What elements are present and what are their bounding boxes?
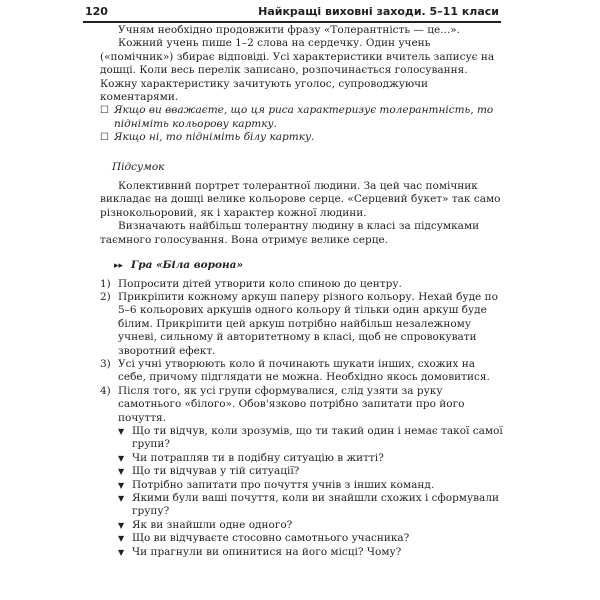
question-item bbox=[118, 479, 505, 492]
step-text: Попросити дітей утворити коло спиною до центру. bbox=[118, 277, 402, 290]
book-title: Найкращі виховні заходи. 5–11 класи bbox=[258, 5, 499, 18]
step-item bbox=[100, 278, 505, 291]
vote-item bbox=[100, 131, 505, 144]
step-text: Усі учні утворюють коло й починають шукати інших, схожих на себе, причому підглядати не можна. Необхідно якось домовитися. bbox=[118, 357, 490, 384]
step-number: 1) bbox=[100, 277, 111, 290]
summary-paragraph: Колективний портрет толерантної людини. За цей час помічник викладає на дошці велике кольорове серце. «Серцевий букет» так само різнокольоровий, як і характер кожної людини. bbox=[100, 180, 501, 219]
vote-item bbox=[100, 104, 505, 131]
double-arrow-icon: ▸▸ bbox=[114, 261, 124, 272]
summary-heading: Підсумок bbox=[112, 160, 165, 173]
question-text: Як ви знайшли одне одного? bbox=[132, 518, 293, 531]
intro-paragraph: Кожний учень пише 1–2 слова на сердечку. Один учень («помічник») збирає відповіді. Усі характеристики вчитель записує на дошці. Коли весь перелік записано, розпочинається голосування. Кожну характеристику зачитують уголос, супроводжуючи коментарями. bbox=[100, 37, 495, 104]
triangle-bullet-icon: ▼ bbox=[118, 426, 125, 436]
question-text: Що ти відчував у тій ситуації? bbox=[132, 465, 300, 478]
triangle-bullet-icon: ▼ bbox=[118, 467, 125, 477]
question-item bbox=[118, 532, 505, 545]
header-rule bbox=[83, 21, 501, 23]
triangle-bullet-icon: ▼ bbox=[118, 520, 125, 530]
question-text: Якими були ваші почуття, коли ви знайшли схожих і сформували групу? bbox=[132, 492, 499, 518]
question-item bbox=[118, 425, 505, 452]
step-item bbox=[100, 358, 505, 385]
step-text: Прикріпити кожному аркуш паперу різного кольору. Нехай буде по 5–6 кольорових аркушів одного кольору й тільки один аркуш буде білим. Прикріпити цей аркуш потрібно найбільш незалежному учневі, сильному й авторитетному в класі, щоб не спровокувати зворотний ефект. bbox=[118, 290, 498, 357]
question-text: Чи прагнули ви опинитися на його місці? Чому? bbox=[132, 545, 402, 558]
step-item bbox=[100, 291, 505, 358]
triangle-bullet-icon: ▼ bbox=[118, 534, 125, 544]
running-header bbox=[83, 4, 501, 21]
step-number: 2) bbox=[100, 290, 111, 303]
question-item bbox=[118, 546, 505, 559]
checkbox-icon: ☐ bbox=[100, 132, 109, 144]
question-item bbox=[118, 465, 505, 478]
step-text: Після того, як усі групи сформувалися, слід узяти за руку самотнього «білого». Обов'язково потрібно запитати про його почуття. bbox=[118, 384, 465, 424]
vote-text: Якщо ні, то підніміть білу картку. bbox=[114, 131, 315, 144]
step-number: 4) bbox=[100, 384, 111, 397]
question-item bbox=[118, 492, 505, 519]
game-heading bbox=[114, 259, 505, 273]
vote-text: Якщо ви вважаєте, що ця риса характеризує толерантність, то підніміть кольорову картку. bbox=[114, 104, 494, 130]
game-title: Гра «Біла ворона» bbox=[131, 259, 244, 272]
question-text: Що ти відчув, коли зрозумів, що ти такий один і немає такої самої групи? bbox=[132, 424, 503, 451]
triangle-bullet-icon: ▼ bbox=[118, 494, 125, 503]
step-item bbox=[100, 385, 505, 425]
summary-paragraph: Визначають найбільш толерантну людину в класі за підсумками таємного голосування. Вона отримує велике серце. bbox=[100, 220, 480, 246]
question-item bbox=[118, 519, 505, 532]
triangle-bullet-icon: ▼ bbox=[118, 480, 125, 490]
page-content bbox=[100, 24, 505, 559]
question-item bbox=[118, 452, 505, 465]
step-number: 3) bbox=[100, 357, 111, 370]
question-text: Потрібно запитати про почуття учнів з інших команд. bbox=[132, 478, 435, 491]
page-number: 120 bbox=[85, 5, 108, 18]
triangle-bullet-icon: ▼ bbox=[118, 547, 125, 557]
checkbox-icon: ☐ bbox=[100, 105, 109, 117]
question-text: Що ви відчуваєте стосовно самотнього учасника? bbox=[132, 532, 410, 545]
question-text: Чи потрапляв ти в подібну ситуацію в житті? bbox=[132, 451, 384, 464]
intro-paragraph: Учням необхідно продовжити фразу «Толерантність — це...». bbox=[118, 24, 460, 36]
triangle-bullet-icon: ▼ bbox=[118, 453, 125, 463]
